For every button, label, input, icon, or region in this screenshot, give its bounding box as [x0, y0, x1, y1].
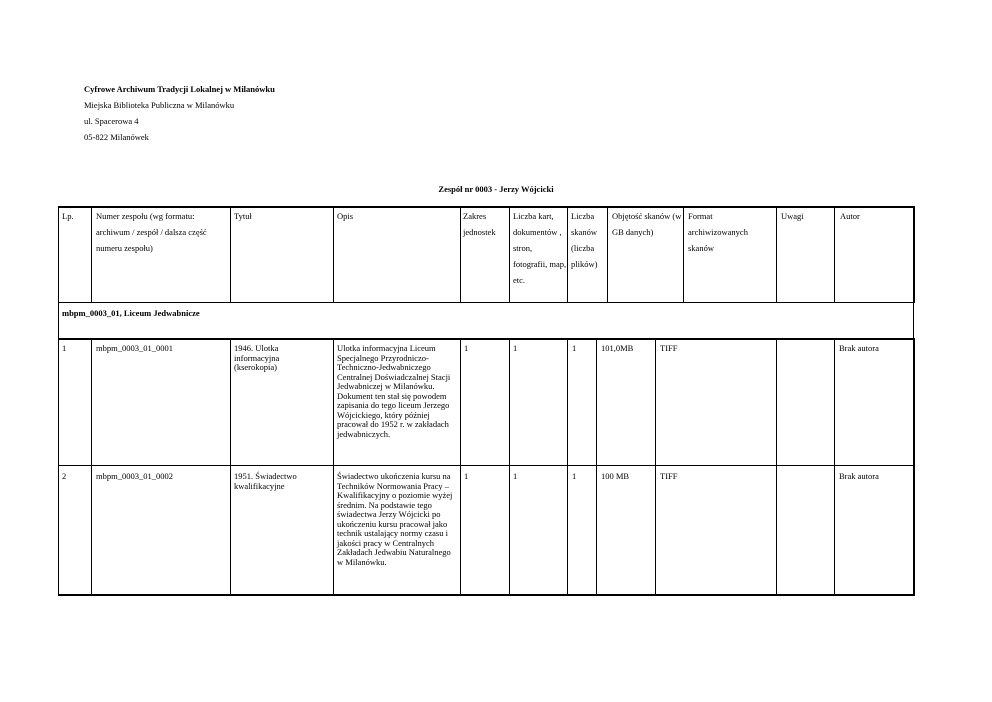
row-tytul: 1946. Ulotka informacyjna (kserokopia) [234, 343, 280, 372]
row-zakres: 1 [464, 471, 469, 481]
col-header-objetosc: Objętość skanów (w GB danych) [612, 211, 682, 237]
col-header-numer: Numer zespołu (wg formatu: archiwum / zespół / dalsza część numeru zespołu) [96, 211, 207, 253]
row-format: TIFF [660, 471, 678, 481]
row-autor: Brak autora [839, 343, 879, 353]
col-header-zakres: Zakres jednostek [463, 211, 496, 237]
row-liczba-kart: 1 [513, 471, 518, 481]
col-header-opis: Opis [337, 211, 354, 221]
street-address: ul. Spacerowa 4 [84, 116, 139, 126]
col-header-format: Format archiwizowanych skanów [688, 211, 748, 253]
row-numer: mbpm_0003_01_0002 [96, 471, 173, 481]
institution-name: Cyfrowe Archiwum Tradycji Lokalnej w Milanówku [84, 84, 275, 94]
row-opis: Świadectwo ukończenia kursu na Techników Normowania Pracy – Kwalifikacyjny o poziomie wyżej średnim. Na podstawie tego świadectwa Jerzy Wójcicki po ukończeniu kursu pracował jako technik ustalający normy czasu i jakości pracy w Centralnych Zakładach Jedwabiu Naturalnego w Milanówku. [337, 471, 453, 567]
row-lp: 1 [62, 343, 67, 353]
postal-address: 05-822 Milanówek [84, 132, 149, 142]
group-heading: mbpm_0003_01, Liceum Jedwabnicze [62, 308, 200, 318]
col-header-autor: Autor [840, 211, 860, 221]
col-header-lp: Lp. [62, 211, 74, 221]
row-numer: mbpm_0003_01_0001 [96, 343, 173, 353]
row-objetosc: 101,0MB [601, 343, 634, 353]
page-title: Zespół nr 0003 - Jerzy Wójcicki [438, 184, 554, 194]
row-liczba-skanow: 1 [572, 343, 577, 353]
row-lp: 2 [62, 471, 67, 481]
row-autor: Brak autora [839, 471, 879, 481]
row-opis: Ulotka informacyjna Liceum Specjalnego Przyrodniczo-Techniczno-Jedwabniczego Centralnej Doświadczalnej Stacji Jedwabniczej w Milanówku. Dokument ten stał się powodem zapisania do tego liceum Jerzego Wójcickiego, który później pracował do 1952 r. w zakładach jedwabniczych. [337, 343, 451, 439]
row-liczba-skanow: 1 [572, 471, 577, 481]
row-zakres: 1 [464, 343, 469, 353]
col-header-tytul: Tytuł [234, 211, 252, 221]
col-header-liczba-kart: Liczba kart, dokumentów , stron, fotografii, map, etc. [513, 211, 567, 285]
row-liczba-kart: 1 [513, 343, 518, 353]
col-header-liczba-skanow: Liczba skanów (liczba plików) [571, 211, 598, 269]
row-format: TIFF [660, 343, 678, 353]
row-objetosc: 100 MB [601, 471, 630, 481]
col-header-uwagi: Uwagi [781, 211, 804, 221]
row-tytul: 1951. Świadectwo kwalifikacyjne [234, 471, 297, 491]
library-name: Miejska Biblioteka Publiczna w Milanówku [84, 100, 235, 110]
